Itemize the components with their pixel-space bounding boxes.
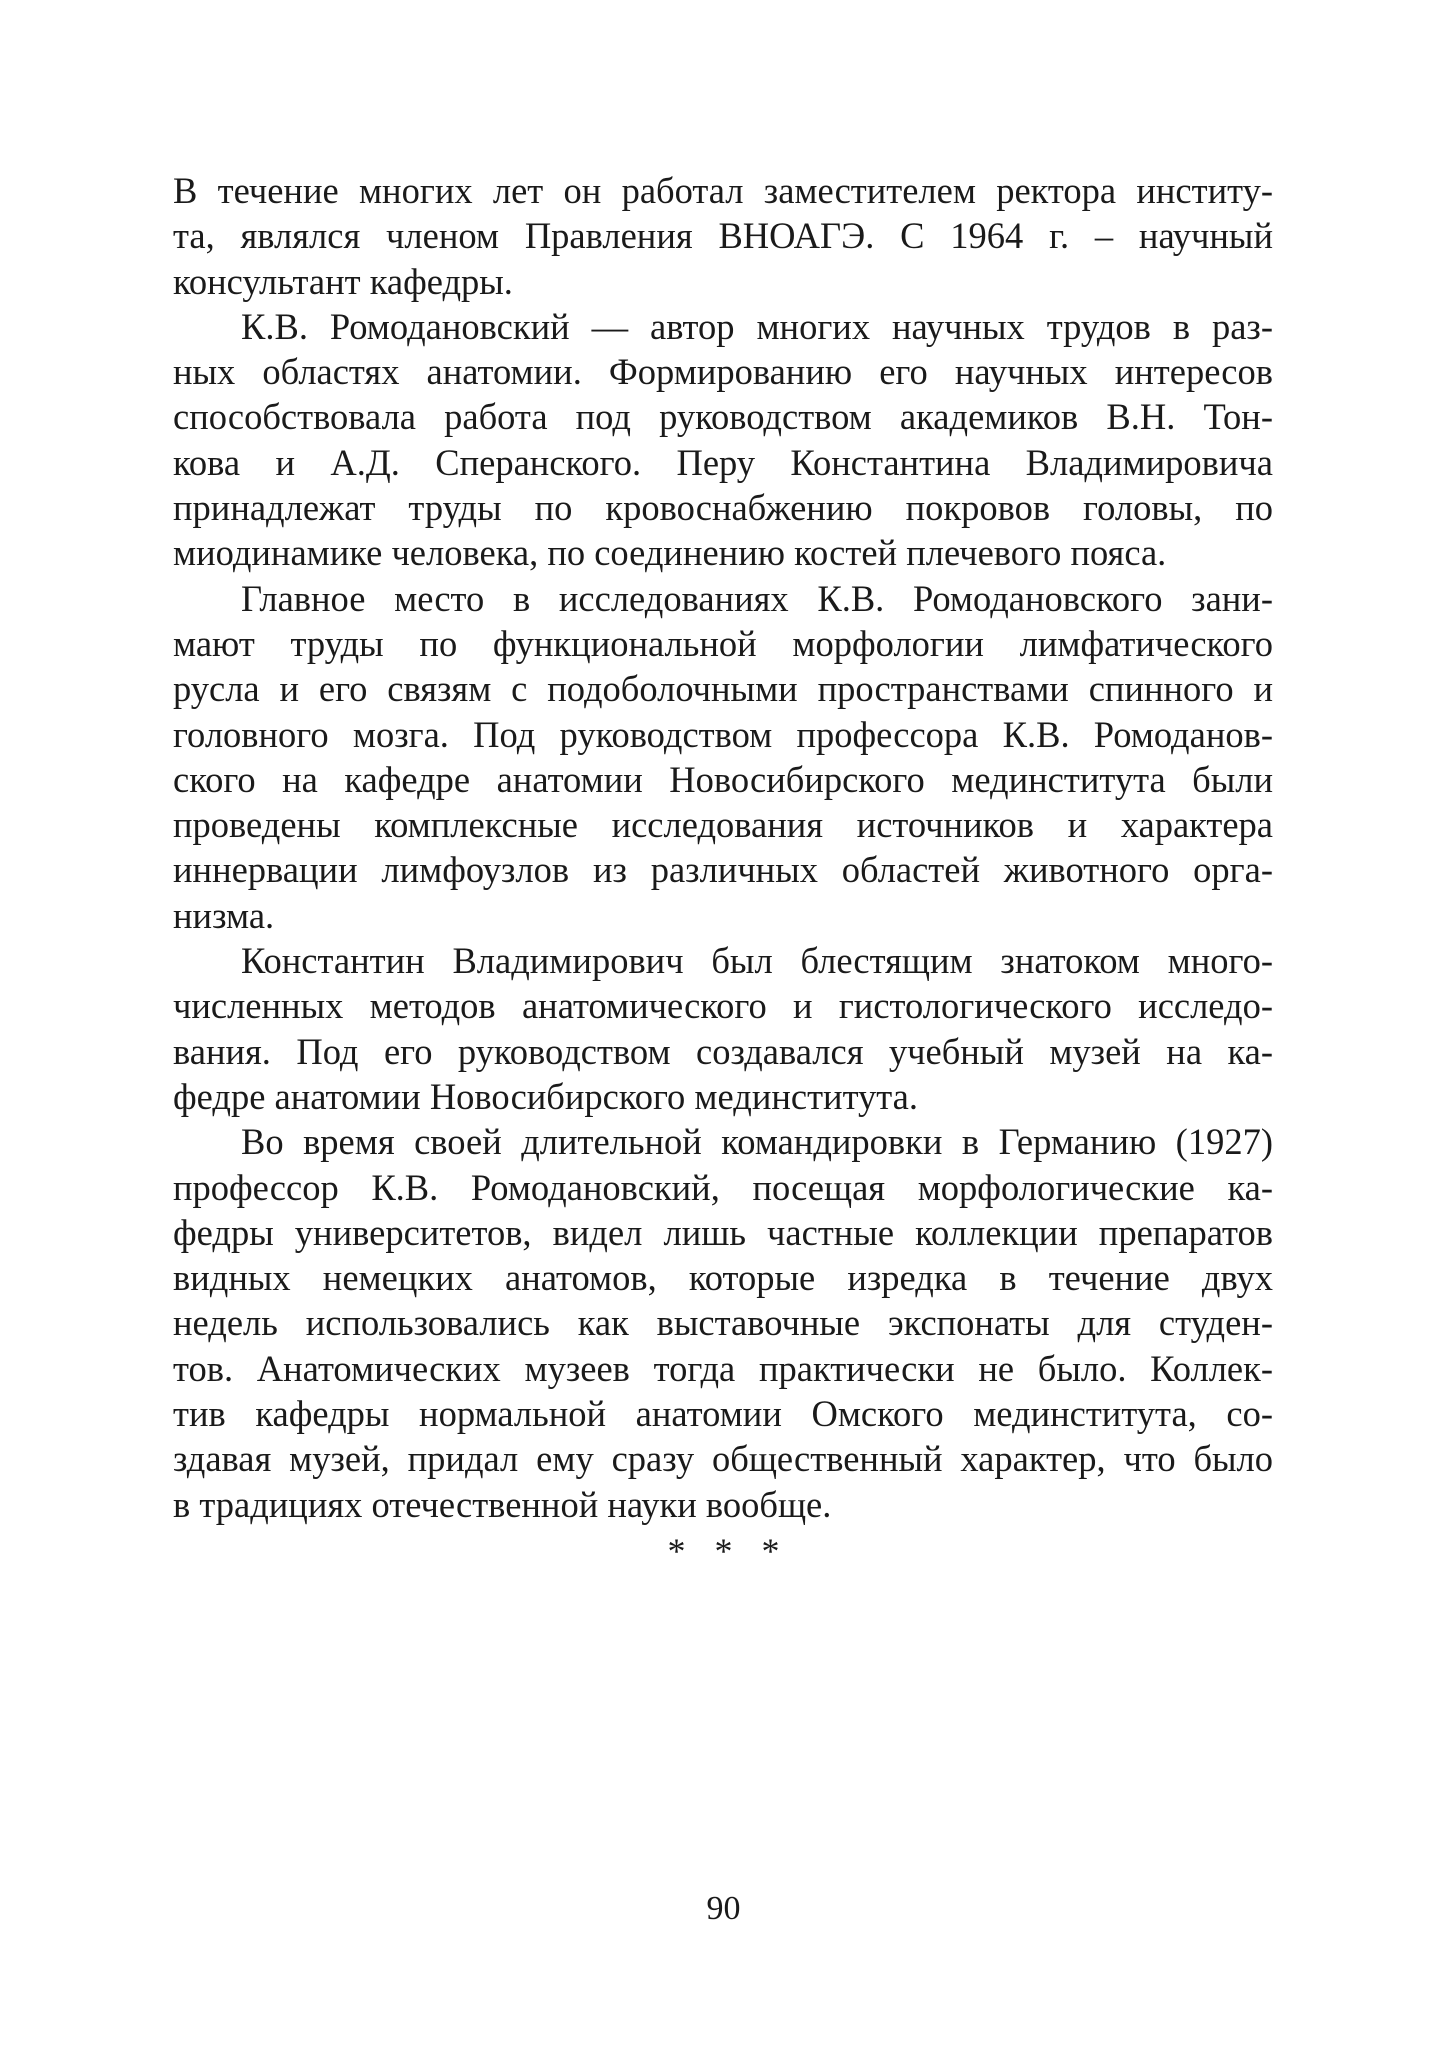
- text-line: русла и его связям с подоболочными пространствами спинного и: [173, 668, 1273, 710]
- text-line: миодинамике человека, по соединению костей плечевого пояса.: [173, 532, 1167, 574]
- text-line: проведены комплексные исследования источников и характера: [173, 804, 1273, 846]
- paragraph: [173, 576, 1273, 938]
- text-line: видных немецких анатомов, которые изредка в течение двух: [173, 1257, 1273, 1299]
- text-line: мают труды по функциональной морфологии лимфатического: [173, 622, 1273, 664]
- section-separator: * * *: [667, 1531, 790, 1571]
- text-line: принадлежат труды по кровоснабжению покровов головы, по: [173, 487, 1273, 529]
- text-line: головного мозга. Под руководством профессора К.В. Ромоданов-: [173, 713, 1273, 755]
- text-line: иннервации лимфоузлов из различных областей животного орга-: [173, 849, 1273, 891]
- text-line: ского на кафедре анатомии Новосибирского мединститута были: [173, 758, 1273, 800]
- text-line: здавая музей, придал ему сразу общественный характер, что было: [173, 1438, 1273, 1480]
- text-line: профессор К.В. Ромодановский, посещая морфологические ка-: [173, 1166, 1273, 1208]
- paragraph: [173, 168, 1273, 304]
- text-line: В течение многих лет он работал заместителем ректора институ-: [173, 170, 1273, 211]
- paragraph: [173, 938, 1273, 1119]
- text-line: в традициях отечественной науки вообще.: [173, 1483, 832, 1525]
- text-line: тив кафедры нормальной анатомии Омского мединститута, со-: [173, 1393, 1273, 1435]
- text-line: Главное место в исследованиях К.В. Ромодановского зани-: [241, 577, 1273, 619]
- text-line: ных областях анатомии. Формированию его научных интересов: [173, 351, 1273, 393]
- body-text: [173, 168, 1273, 1527]
- text-line: тов. Анатомических музеев тогда практически не было. Коллек-: [173, 1347, 1273, 1389]
- text-line: федре анатомии Новосибирского мединститута.: [173, 1075, 919, 1117]
- text-line: Во время своей длительной командировки в Германию (1927): [241, 1121, 1273, 1163]
- text-line: Константин Владимирович был блестящим знатоком много-: [241, 940, 1273, 982]
- text-line: вания. Под его руководством создавался учебный музей на ка-: [173, 1030, 1273, 1072]
- paragraph: [173, 1119, 1273, 1527]
- text-line: низма.: [173, 894, 275, 936]
- text-line: федры университетов, видел лишь частные коллекции препаратов: [173, 1211, 1273, 1253]
- paragraph: [173, 304, 1273, 576]
- text-line: консультант кафедры.: [173, 260, 513, 302]
- text-line: кова и А.Д. Сперанского. Перу Константина Владимировича: [173, 441, 1273, 483]
- text-line: способствовала работа под руководством академиков В.Н. Тон-: [173, 396, 1273, 438]
- text-line: та, являлся членом Правления ВНОАГЭ. С 1964 г. – научный: [173, 215, 1273, 257]
- text-line: К.В. Ромодановский — автор многих научных трудов в раз-: [241, 305, 1273, 347]
- text-line: численных методов анатомического и гистологического исследо-: [173, 985, 1273, 1027]
- page-number: 90: [706, 1890, 741, 1927]
- text-line: недель использовались как выставочные экспонаты для студен-: [173, 1302, 1273, 1344]
